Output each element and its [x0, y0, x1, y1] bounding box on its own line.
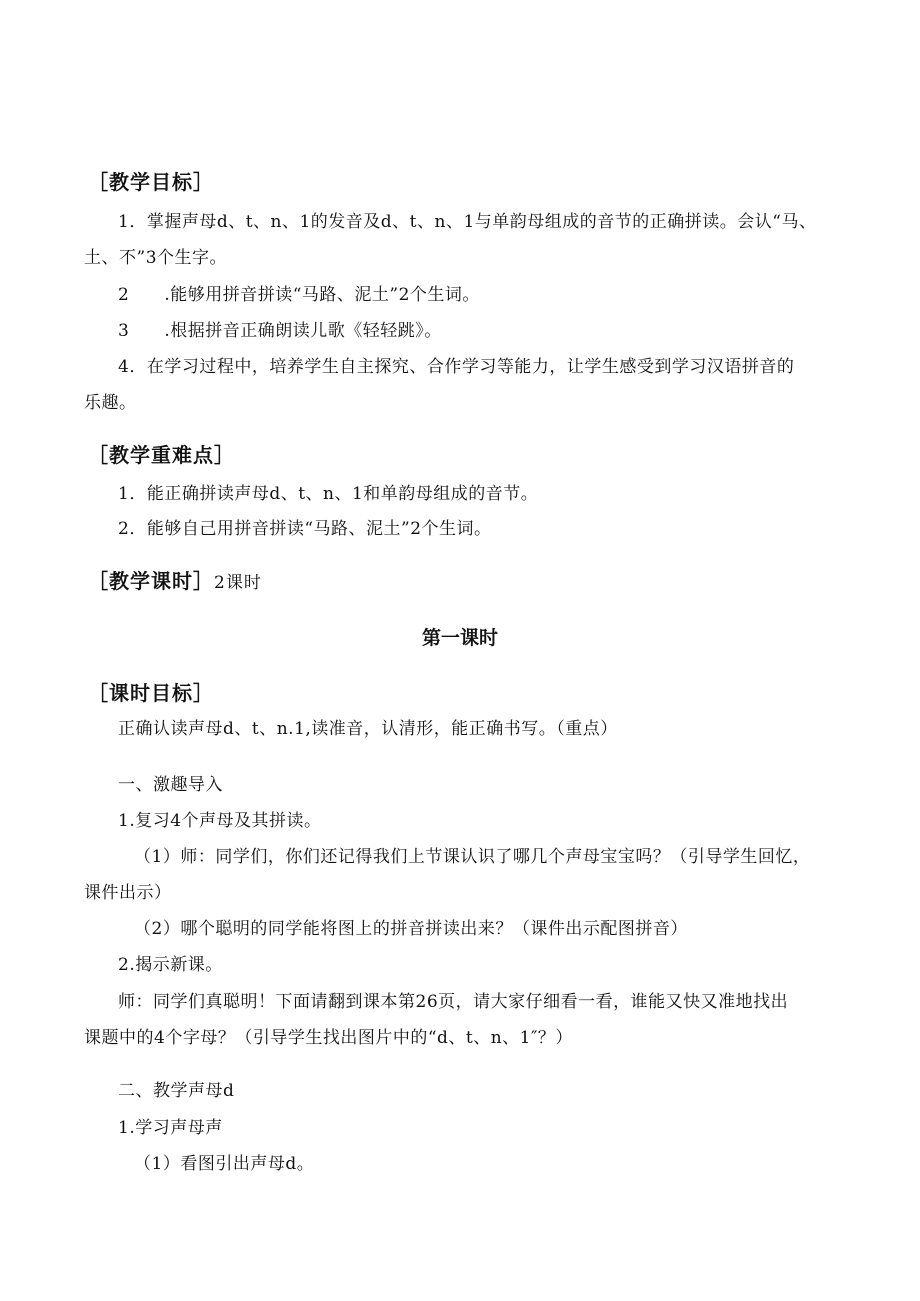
- key-point-1: 1．能正确拼读声母d、t、n、1和单韵母组成的音节。: [118, 484, 539, 504]
- key-points-heading: ［教学重难点］: [88, 443, 235, 467]
- section-1-line: 课题中的4个字母？（引导学生找出图片中的“d、t、n、1″？）: [84, 1028, 573, 1048]
- periods-value: 2课时: [214, 573, 262, 593]
- section-1-line: （2）哪个聪明的同学能将图上的拼音拼读出来？（课件出示配图拼音）: [134, 919, 688, 939]
- objective-line-4-cont: 乐趣。: [84, 393, 137, 413]
- periods-heading: [88, 565, 262, 594]
- lesson-goal-text: 正确认读声母d、t、n.1,读准音，认清形，能正确书写。（重点）: [118, 719, 618, 739]
- objectives-heading: ［教学目标］: [88, 170, 214, 194]
- objective-line-1: 1．掌握声母d、t、n、1的发音及d、t、n、1与单韵母组成的音节的正确拼读。会认“马、: [118, 212, 817, 232]
- section-1-line: 师：同学们真聪明！下面请翻到课本第26页，请大家仔细看一看，谁能又快又准地找出: [118, 992, 789, 1012]
- section-1-line: （1）师：同学们，你们还记得我们上节课认识了哪几个声母宝宝吗？（引导学生回忆，: [134, 847, 811, 867]
- section-1-title: 一、激趣导入: [118, 775, 223, 795]
- section-2-line: （1）看图引出声母d。: [134, 1154, 315, 1174]
- key-point-2: 2．能够自己用拼音拼读“马路、泥土”2个生词。: [118, 519, 492, 539]
- section-1-line: 课件出示）: [84, 883, 172, 903]
- periods-label: ［教学课时］: [88, 569, 214, 593]
- lesson-goal-heading: ［课时目标］: [88, 681, 214, 705]
- objective-line-2: 2 .能够用拼音拼读“马路、泥土”2个生词。: [118, 285, 480, 305]
- section-2-title: 二、教学声母d: [118, 1081, 235, 1101]
- section-2-line: 1.学习声母声: [118, 1118, 223, 1138]
- section-1-line: 2.揭示新课。: [118, 955, 223, 975]
- objective-line-3: 3 .根据拼音正确朗读儿歌《轻轻跳》。: [118, 321, 442, 341]
- objective-line-1-cont: 土、不”3个生字。: [84, 248, 228, 268]
- objective-line-4: 4．在学习过程中，培养学生自主探究、合作学习等能力，让学生感受到学习汉语拼音的: [118, 357, 795, 377]
- section-1-line: 1.复习4个声母及其拼读。: [118, 811, 322, 831]
- lesson-title: 第一课时: [421, 627, 498, 649]
